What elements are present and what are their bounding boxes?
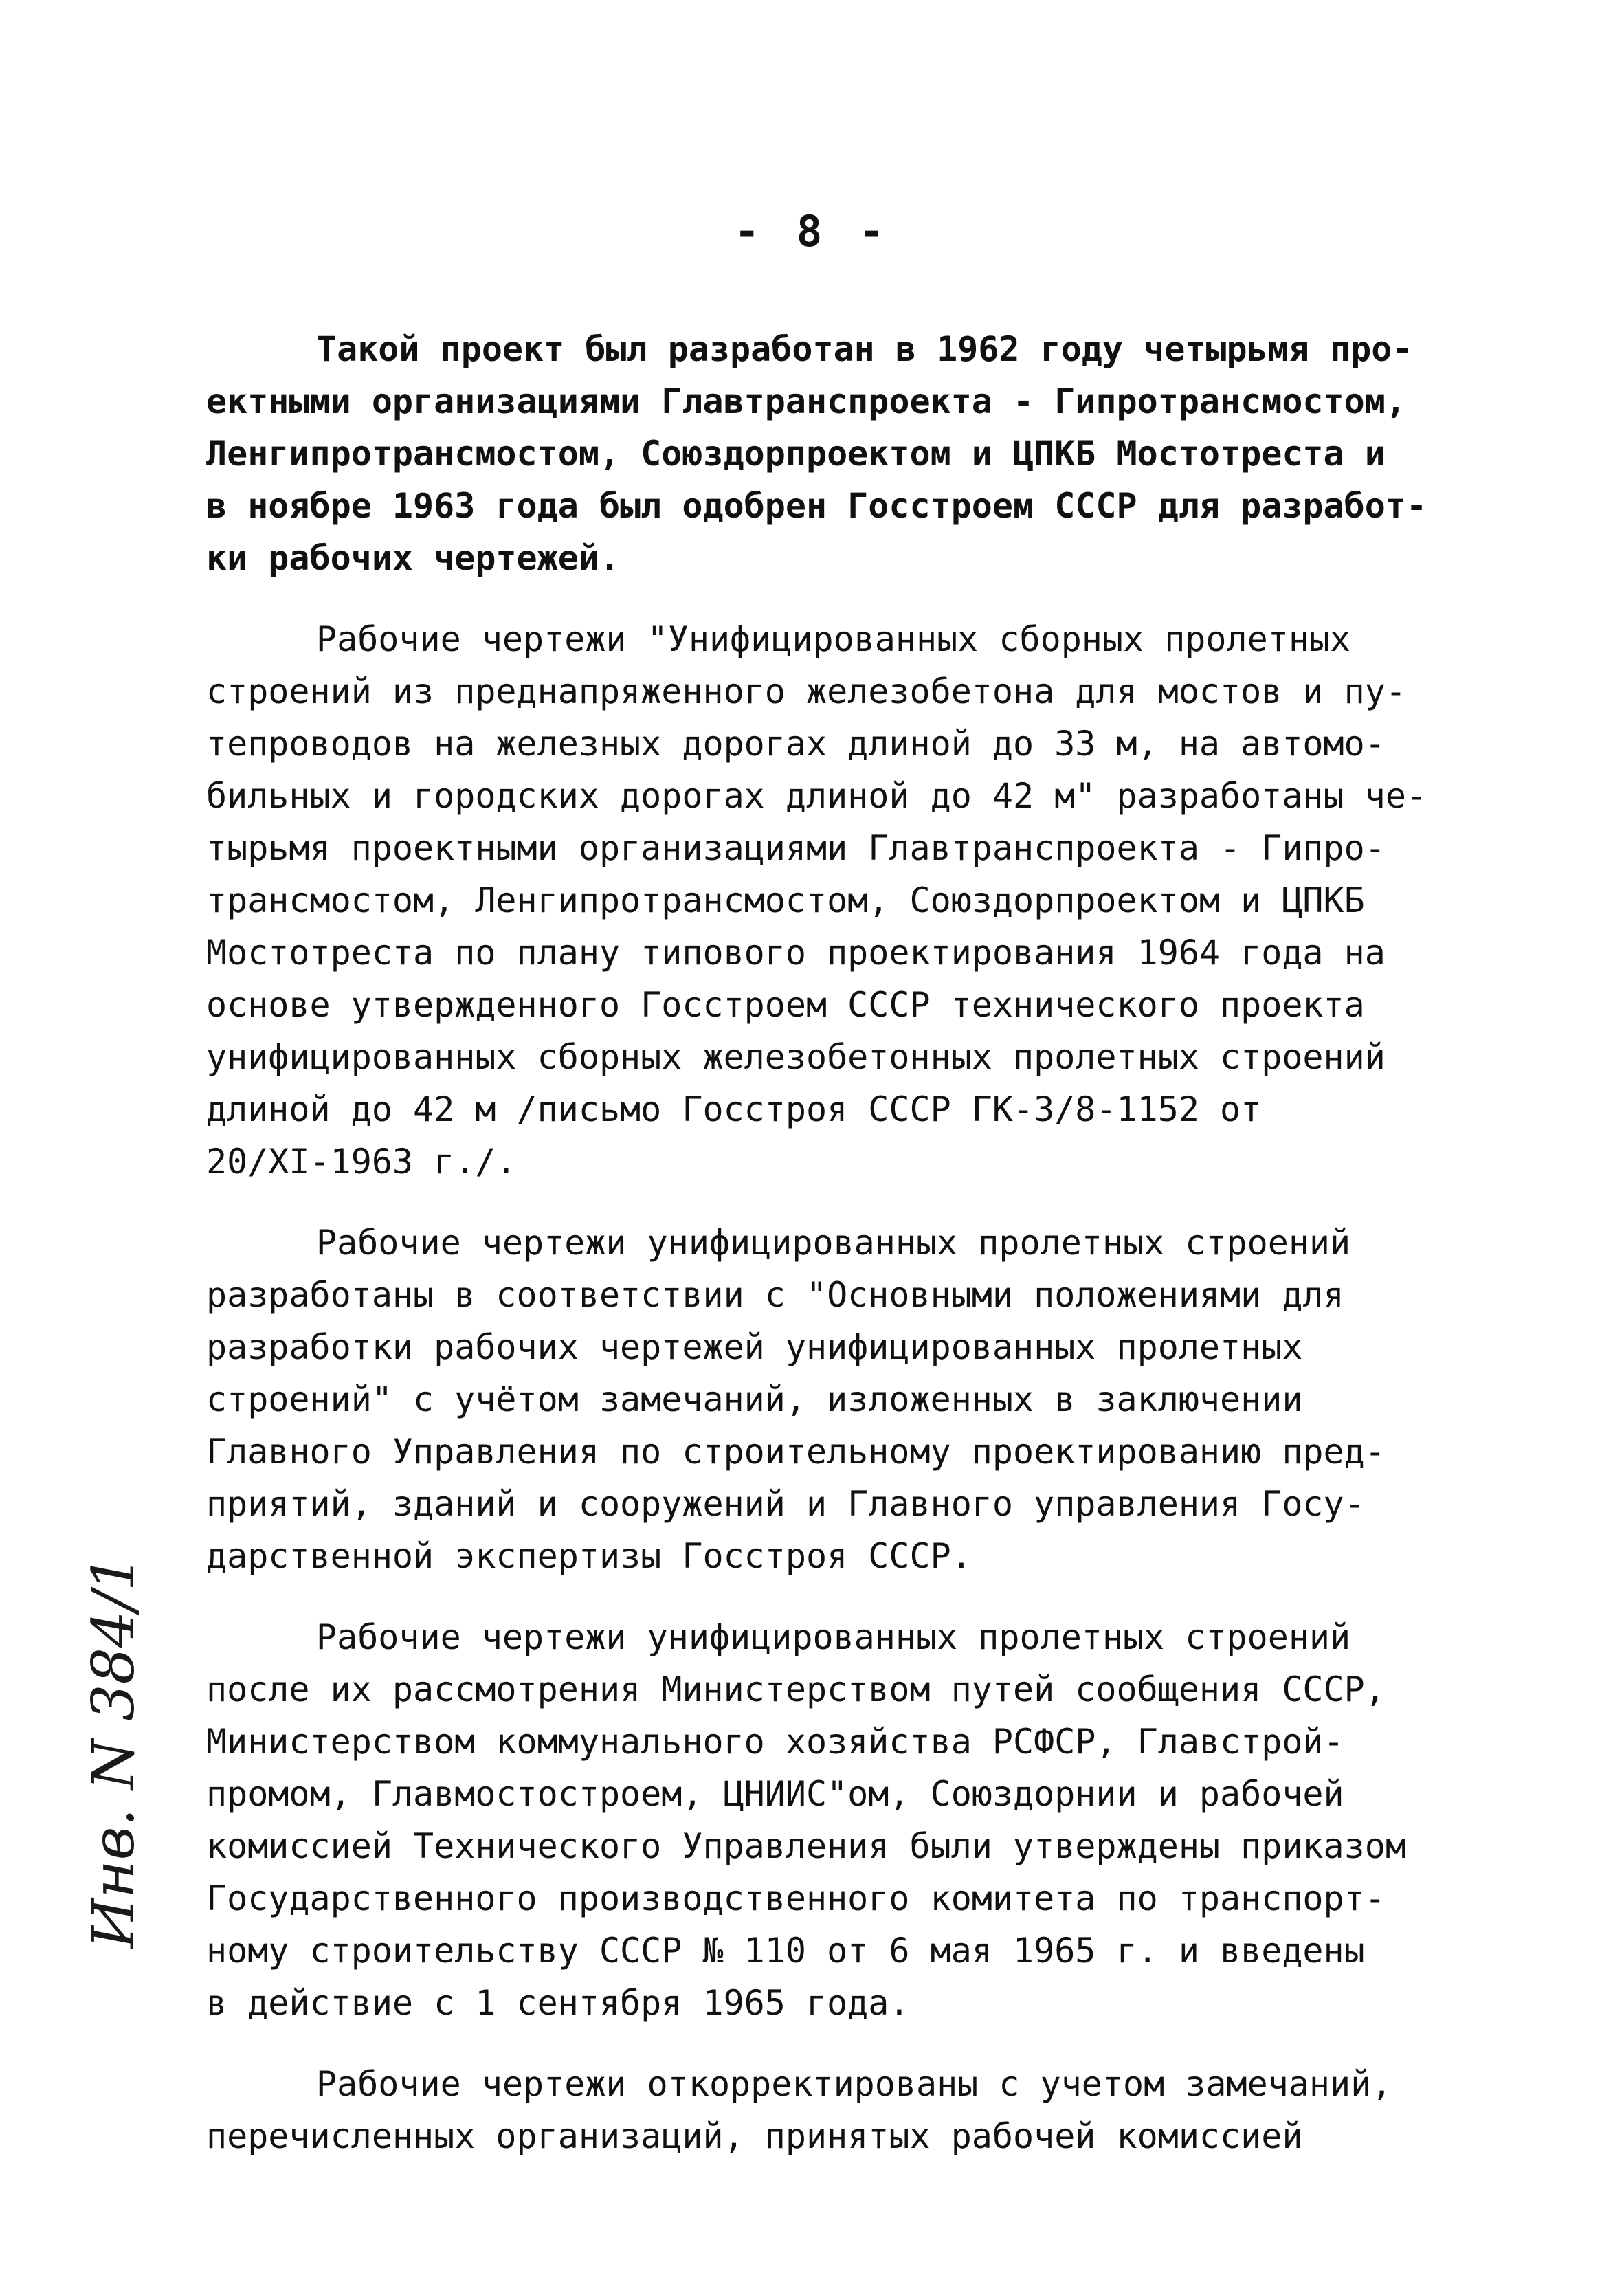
text-line: Рабочие чертежи унифицированных пролетных строений [316,1617,1351,1657]
text-line: ки рабочих чертежей. [206,538,621,578]
text-line: Ленгипротрансмостом, Союздорпроектом и ЦПКБ Мостотреста и [206,434,1386,474]
text-line: трансмостом, Ленгипротрансмостом, Союздорпроектом и ЦПКБ [206,880,1365,920]
text-line: комиссией Технического Управления были утверждены приказом [206,1826,1406,1866]
text-line: бильных и городских дорогах длиной до 42 м" разработаны че- [206,776,1427,816]
text-line: основе утвержденного Госстроем СССР технического проекта [206,985,1365,1025]
text-line: дарственной экспертизы Госстроя СССР. [206,1536,972,1576]
paragraph-3 [206,1217,1484,1582]
text-line: Государственного производственного комитета по транспорт- [206,1878,1386,1918]
text-line: Такой проект был разработан в 1962 году четырьмя про- [316,329,1413,369]
paragraph-5 [206,2058,1484,2162]
text-line: тепроводов на железных дорогах длиной до 33 м, на автомо- [206,724,1386,764]
document-body [206,323,1484,2191]
text-line: приятий, зданий и сооружений и Главного управления Госу- [206,1484,1365,1524]
text-line: перечисленных организаций, принятых рабочей комиссией [206,2116,1303,2156]
text-line: Главного Управления по строительному проектированию пред- [206,1432,1386,1472]
text-line: в ноябре 1963 года был одобрен Госстроем СССР для разработ- [206,486,1427,526]
text-line: Рабочие чертежи откорректированы с учетом замечаний, [316,2064,1392,2104]
text-line: после их рассмотрения Министерством путей сообщения СССР, [206,1670,1386,1709]
text-line: Министерством коммунального хозяйства РСФСР, Главстрой- [206,1722,1344,1762]
text-line: унифицированных сборных железобетонных пролетных строений [206,1037,1386,1077]
text-line: длиной до 42 м /письмо Госстроя СССР ГК-3/8-1152 от [206,1089,1262,1129]
page-number: - 8 - [734,206,890,256]
inventory-number-annotation: Инв. N 384/1 [80,1554,147,1949]
paragraph-1 [206,323,1484,584]
text-line: ному строительству СССР № 110 от 6 мая 1965 г. и введены [206,1931,1365,1971]
paragraph-4 [206,1611,1484,2029]
text-line: строений" с учётом замечаний, изложенных в заключении [206,1379,1303,1419]
text-line: разработки рабочих чертежей унифицированных пролетных [206,1327,1303,1367]
text-line: Рабочие чертежи "Унифицированных сборных пролетных [316,619,1351,659]
paragraph-2 [206,613,1484,1188]
text-line: разработаны в соответствии с "Основными положениями для [206,1275,1344,1315]
text-line: 20/XI-1963 г./. [206,1142,517,1182]
text-line: Мостотреста по плану типового проектирования 1964 года на [206,933,1386,973]
text-line: ектными организациями Главтранспроекта - Гипротрансмостом, [206,381,1406,421]
text-line: строений из преднапряженного железобетона для мостов и пу- [206,672,1406,711]
text-line: тырьмя проектными организациями Главтранспроекта - Гипро- [206,828,1386,868]
text-line: промом, Главмостостроем, ЦНИИС"ом, Союздорнии и рабочей [206,1774,1344,1814]
text-line: Рабочие чертежи унифицированных пролетных строений [316,1223,1351,1263]
text-line: в действие с 1 сентября 1965 года. [206,1983,910,2023]
